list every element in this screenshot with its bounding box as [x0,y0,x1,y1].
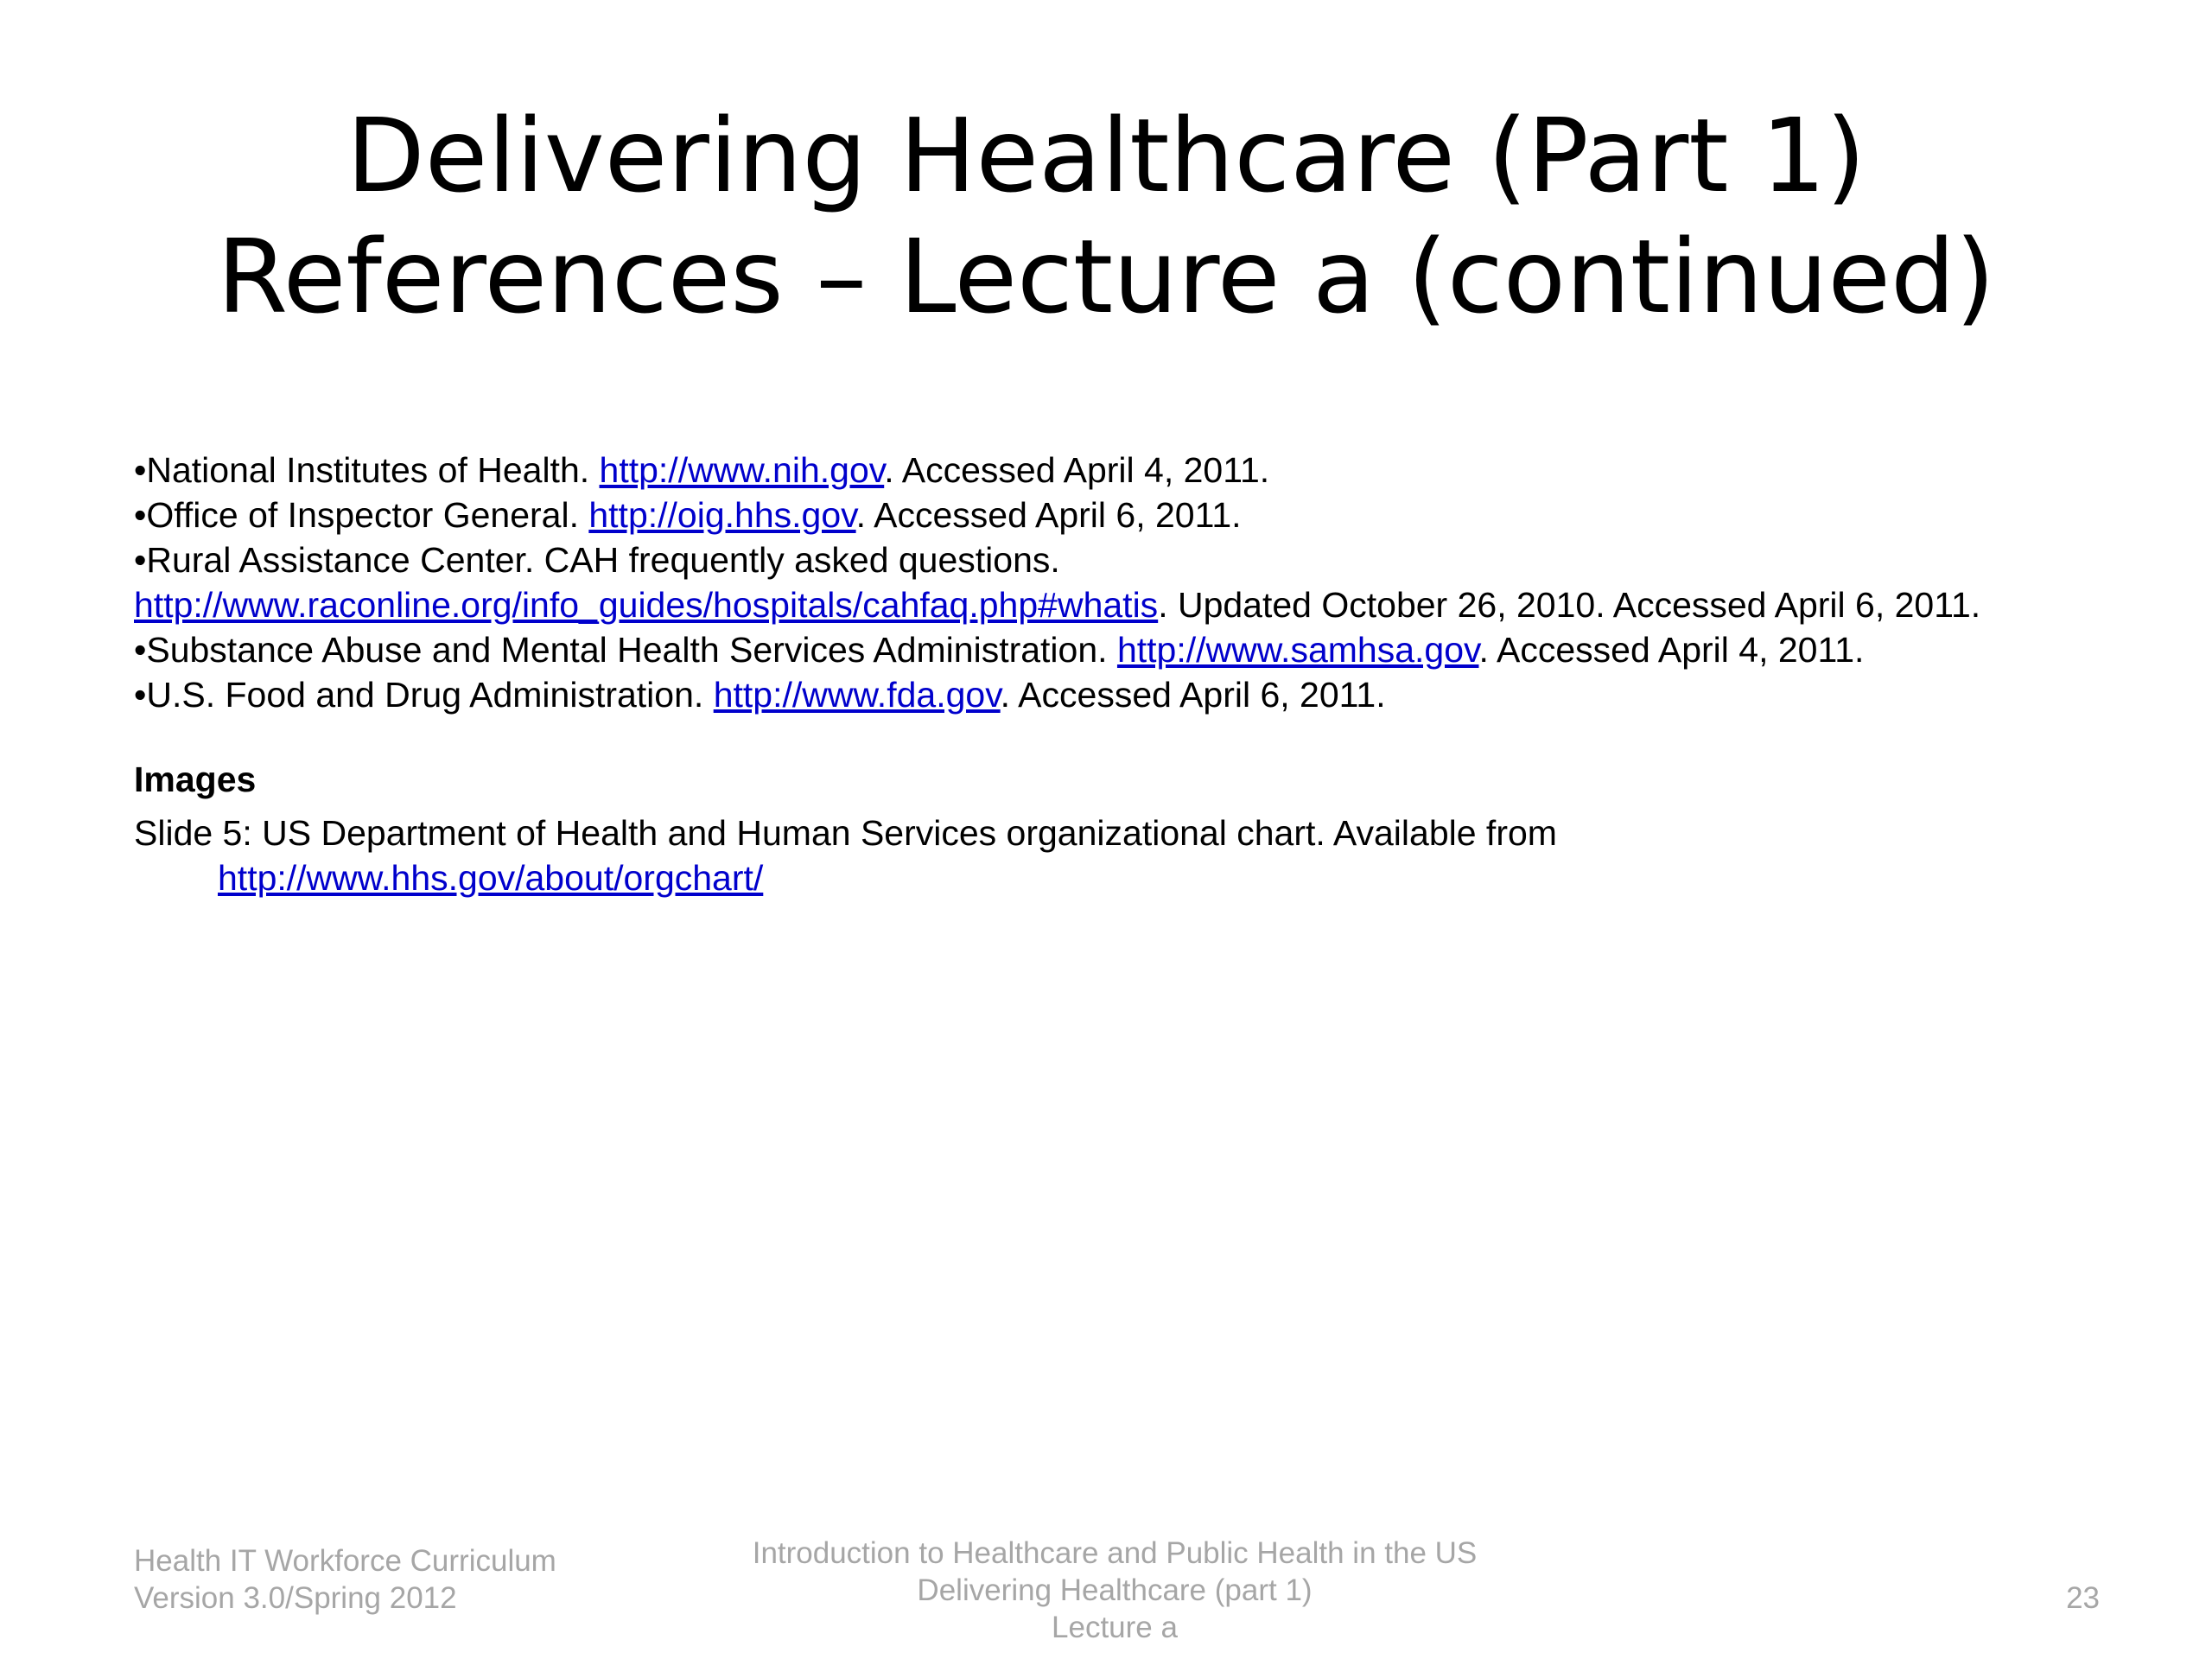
reference-list [134,448,2121,717]
image-credit-link-line [134,855,2121,900]
footer-unit-title: Delivering Healthcare (part 1) [917,1573,1313,1607]
reference-link-samhsa[interactable]: http://www.samhsa.gov [1116,630,1479,670]
slide-title-line-2: References – Lecture a (continued) [217,217,1995,336]
footer-course-info [674,1535,1555,1646]
footer-version: Version 3.0/Spring 2012 [134,1581,457,1615]
slide-title [0,95,2212,337]
image-credit-text: Slide 5: US Department of Health and Human Services organizational chart. Available from [134,813,1557,853]
footer-lecture: Lecture a [1052,1611,1178,1644]
reference-link-raconline[interactable]: http://www.raconline.org/info_guides/hospitals/cahfaq.php#whatis [134,585,1159,625]
footer-curriculum-name: Health IT Workforce Curriculum [134,1544,556,1578]
reference-link-oig[interactable]: http://oig.hhs.gov [588,495,856,535]
reference-item: •Rural Assistance Center. CAH frequently asked questions. [134,540,1060,580]
reference-item: •Office of Inspector General. http://oig.hhs.gov. Accessed April 6, 2011. [134,495,1242,535]
image-credit-link[interactable]: http://www.hhs.gov/about/orgchart/ [218,858,764,898]
image-credit [134,810,2121,900]
reference-link-nih[interactable]: http://www.nih.gov [599,450,885,490]
footer-course-title: Introduction to Healthcare and Public Health in the US [752,1536,1478,1570]
slide-number: 23 [2066,1581,2100,1615]
reference-item-continued: http://www.raconline.org/info_guides/hospitals/cahfaq.php#whatis. Updated October 26, 2010. Accessed April 6, 2011. [134,585,1981,625]
reference-link-fda[interactable]: http://www.fda.gov [713,675,1001,715]
reference-item: •Substance Abuse and Mental Health Services Administration. http://www.samhsa.gov. Accessed April 4, 2011. [134,630,1865,670]
slide-title-line-1: Delivering Healthcare (Part 1) [346,96,1866,215]
footer-curriculum [134,1542,556,1617]
reference-item: •U.S. Food and Drug Administration. http://www.fda.gov. Accessed April 6, 2011. [134,675,1386,715]
images-heading: Images [134,760,257,799]
reference-item: •National Institutes of Health. http://www.nih.gov. Accessed April 4, 2011. [134,450,1270,490]
